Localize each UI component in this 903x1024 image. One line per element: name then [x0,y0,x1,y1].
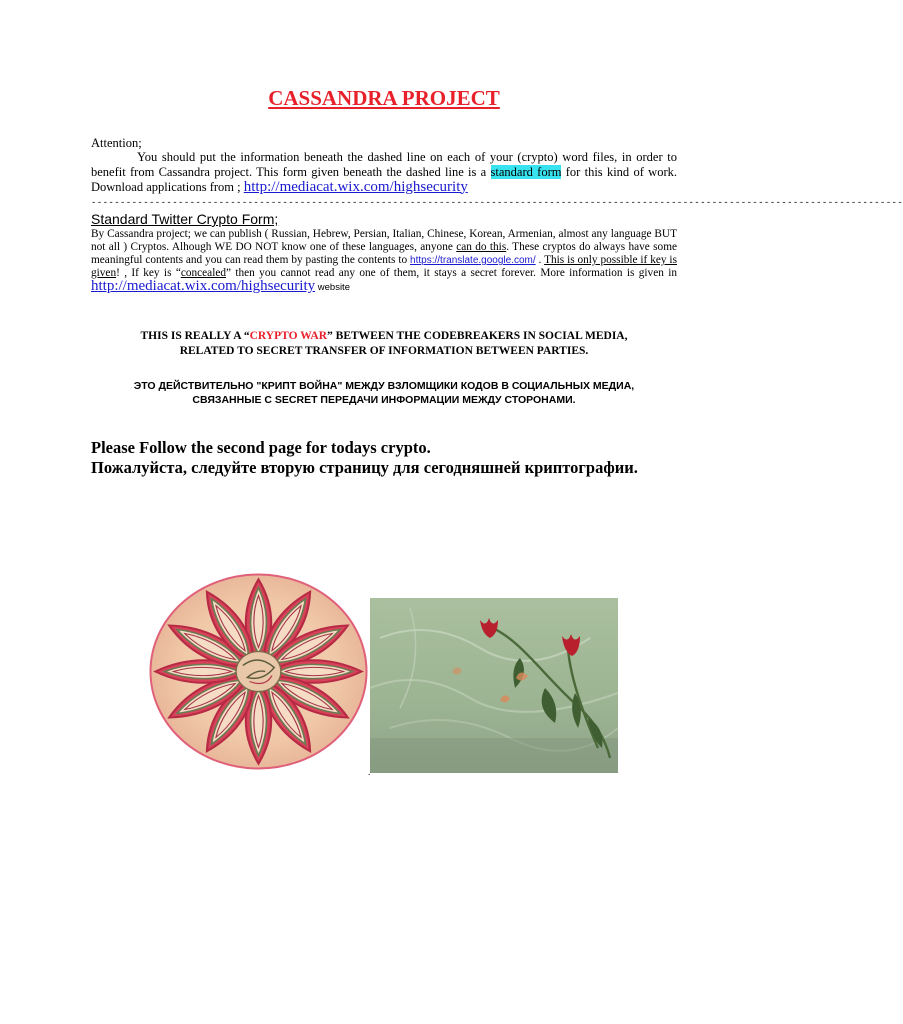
description-text-a: By Cassandra project; we can publish ( Russian, Hebrew, Persian, Italian, Chinese, Korean, Armenian, almost any language BUT not all ) Cryptos. Alhough WE DO NOT know one of these languages, anyone [91,228,677,253]
crypto-war-red-text: CRYPTO WAR [249,330,328,342]
attention-label: Attention; [91,136,142,150]
instructions-text-a: You should put the information beneath the dashed line on each of your (crypto) word files, in order to benefit from Cassandra project. This form given beneath the dashed line is a [91,150,677,179]
stray-dot: . [368,767,371,777]
website-text: website [315,282,350,293]
translate-google-link[interactable]: https://translate.google.com/ [410,255,536,266]
war-en-b: ” BETWEEN THE CODEBREAKERS IN SOCIAL MEDIA, RELATED TO SECRET TRANSFER OF INFORMATION BETWEEN PARTIES. [179,330,628,357]
follow-instructions [91,438,638,478]
marbled-flower-circle-image [149,573,368,770]
standard-form-title: Standard Twitter Crypto Form; [91,211,279,227]
follow-ru-text: Пожалуйста, следуйте вторую страницу для сегодняшней криптографии. [91,458,638,477]
page-title: CASSANDRA PROJECT [268,86,500,110]
can-do-this-text: can do this [456,241,507,253]
description-text-d: ! , If key is “ [116,267,181,279]
cassandra-description-paragraph [91,228,677,294]
crypto-war-statement-ru: ЭТО ДЕЙСТВИТЕЛЬНО "КРИПТ ВОЙНА" МЕЖДУ ВЗЛОМЩИКИ КОДОВ В СОЦИАЛЬНЫХ МЕДИА, СВЯЗАННЫЕ С SECRET ПЕРЕДАЧИ ИНФОРМАЦИИ МЕЖДУ СТОРОНАМИ. [133,380,635,406]
instructions-paragraph [91,150,677,194]
dashed-divider: -------------------------------------------------------------------------------------------------------------------------------------------- [91,198,903,208]
highsecurity-link-2[interactable]: http://mediacat.wix.com/highsecurity [91,278,316,294]
only-possible-text: This is only possible if key is given [91,254,677,279]
marbled-tulips-image [370,598,618,773]
highsecurity-link[interactable]: http://mediacat.wix.com/highsecurity [243,178,468,195]
description-text-e: ” then you cannot read any one of them, it stays a secret forever. More information is given in [226,267,677,279]
instructions-text-b: for this kind of work. Download applications from ; [91,164,677,194]
follow-en-text: Please Follow the second page for todays crypto. [91,438,431,457]
standard-form-highlight: standard form [490,164,562,179]
concealed-text: concealed [180,267,226,279]
crypto-war-statement-en [120,329,648,359]
description-text-b: . These cryptos do always have some meaningful contents and you can read them by pasting the contents to [91,241,677,266]
description-text-c: . [535,254,545,266]
war-en-a: THIS IS REALLY A “ [140,330,250,342]
